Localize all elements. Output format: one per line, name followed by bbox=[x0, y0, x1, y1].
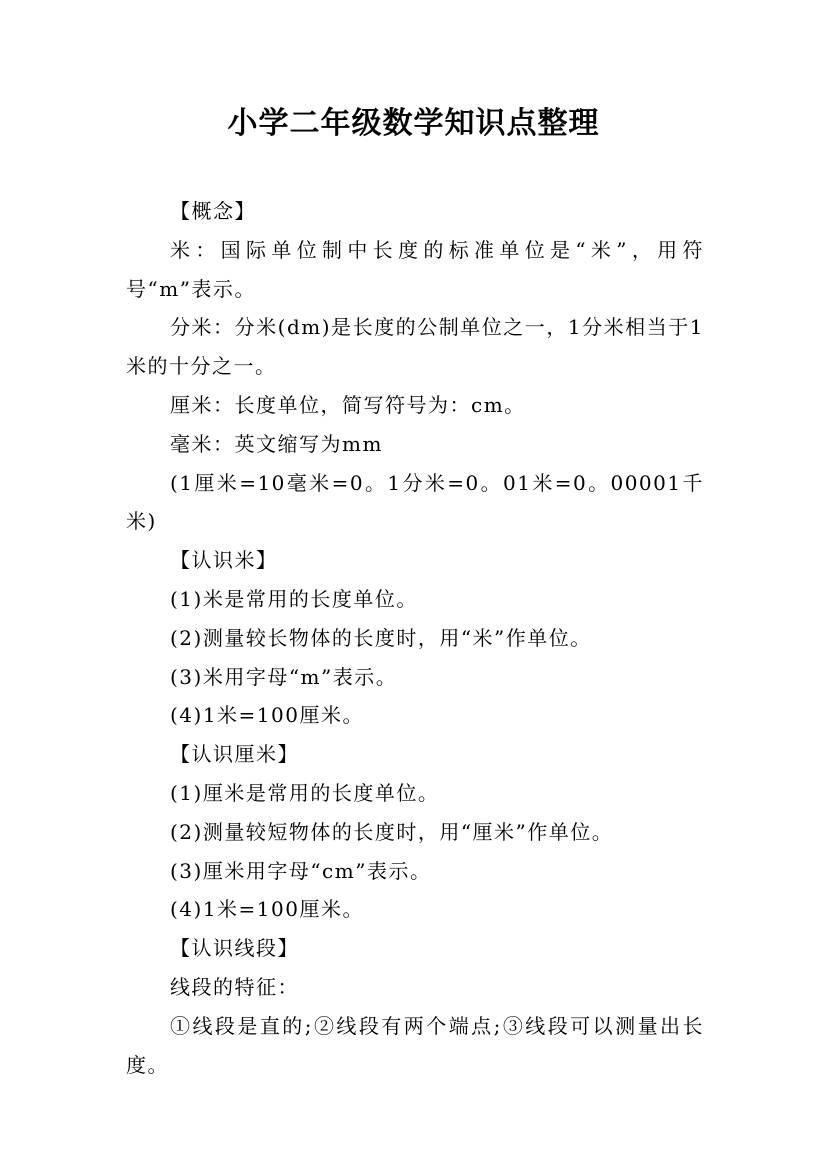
list-item: (3)厘米用字母“cm”表示。 bbox=[170, 858, 432, 883]
paragraph-decimeter-definition: 分米：分米(dm)是长度的公制单位之一，1分米相当于1米的十分之一。 bbox=[126, 315, 704, 379]
document-body bbox=[126, 192, 704, 1084]
section-heading-line-segment: 【认识线段】 bbox=[170, 936, 299, 961]
list-item: (4)1米=100厘米。 bbox=[170, 897, 364, 922]
section-heading-centimeter: 【认识厘米】 bbox=[170, 742, 299, 767]
list-item: (4)1米=100厘米。 bbox=[170, 703, 364, 728]
paragraph-unit-conversion: (1厘米=10毫米=0。1分米=0。01米=0。00001千米) bbox=[126, 470, 704, 534]
paragraph-segment-features-label: 线段的特征： bbox=[170, 974, 299, 999]
list-item: (2)测量较短物体的长度时，用“厘米”作单位。 bbox=[170, 819, 614, 844]
list-item: (1)厘米是常用的长度单位。 bbox=[170, 780, 440, 805]
section-heading-meter: 【认识米】 bbox=[170, 548, 278, 573]
paragraph-millimeter-definition: 毫米：英文缩写为mm bbox=[170, 431, 383, 456]
paragraph-segment-features: ①线段是直的;②线段有两个端点;③线段可以测量出长度。 bbox=[126, 1013, 704, 1077]
list-item: (2)测量较长物体的长度时，用“米”作单位。 bbox=[170, 625, 592, 650]
paragraph-meter-definition: 米：国际单位制中长度的标准单位是“米”，用符号“m”表示。 bbox=[126, 237, 704, 301]
list-item: (1)米是常用的长度单位。 bbox=[170, 586, 418, 611]
section-heading-concepts: 【概念】 bbox=[170, 199, 256, 223]
paragraph-centimeter-definition: 厘米：长度单位，简写符号为：cm。 bbox=[170, 392, 526, 417]
document-title: 小学二年级数学知识点整理 bbox=[227, 106, 600, 141]
list-item: (3)米用字母“m”表示。 bbox=[170, 664, 398, 689]
